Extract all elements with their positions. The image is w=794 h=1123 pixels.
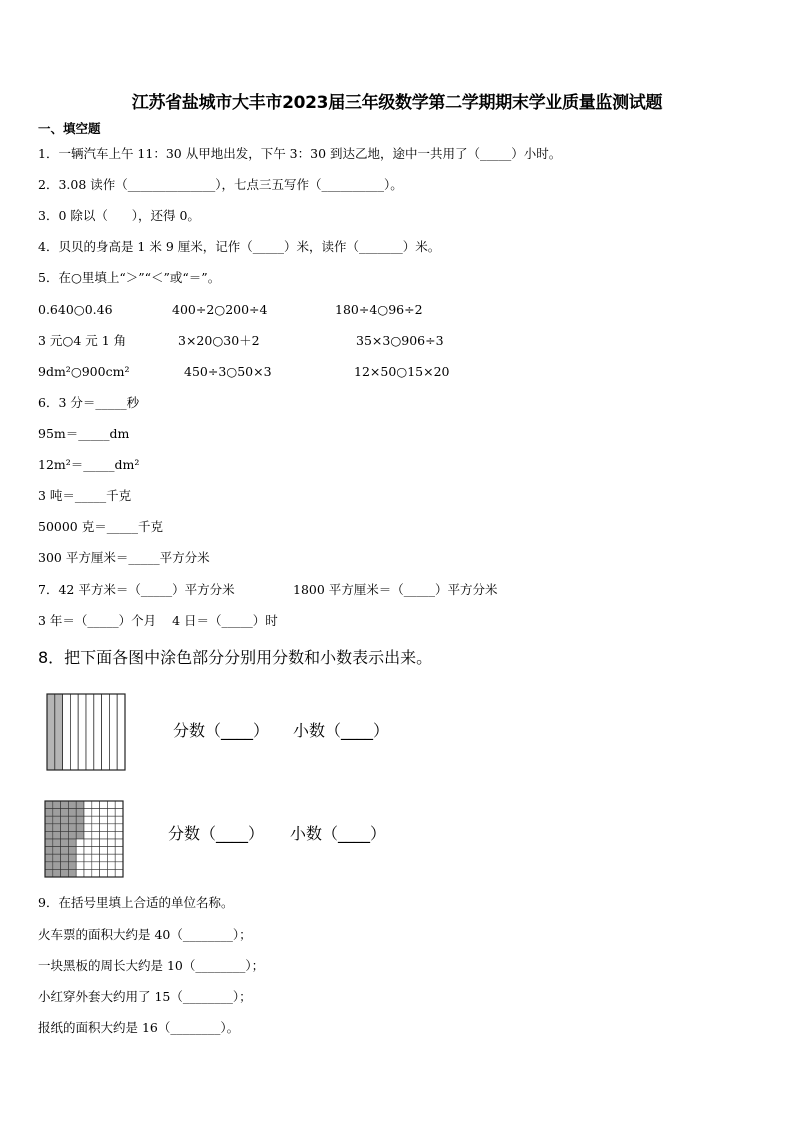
compare-item: 3 元○4 元 1 角: [38, 333, 127, 348]
question-7a: 7．42 平方米＝（_____）平方分米: [38, 582, 235, 597]
grid-cell: [115, 839, 123, 847]
grid-cell: [76, 862, 84, 870]
grid-cell: [84, 809, 92, 817]
grid-cell: [92, 854, 100, 862]
page-title: 江苏省盐城市大丰市2023届三年级数学第二学期期末学业质量监测试题: [131, 93, 663, 113]
question-5: 5．在○里填上“＞”“＜”或“＝”。: [38, 270, 221, 285]
shaded-cell: [53, 809, 61, 817]
shaded-cell: [45, 801, 53, 809]
figure-grid: [44, 800, 124, 878]
strip: [117, 694, 125, 770]
shaded-cell: [53, 847, 61, 855]
shaded-cell: [68, 816, 76, 824]
compare-item: 180÷4○96÷2: [335, 302, 423, 317]
grid-cell: [115, 854, 123, 862]
grid-cell: [107, 839, 115, 847]
shaded-cell: [76, 816, 84, 824]
shaded-cell: [68, 839, 76, 847]
section-heading: 一、填空题: [38, 121, 101, 136]
shaded-cell: [68, 847, 76, 855]
grid-cell: [84, 839, 92, 847]
shaded-cell: [45, 869, 53, 877]
shaded-cell: [61, 847, 69, 855]
strip: [109, 694, 117, 770]
grid-cell: [84, 862, 92, 870]
grid-cell: [92, 831, 100, 839]
question-7c: 3 年＝（_____）个月 4 日＝（_____）时: [38, 613, 278, 628]
compare-item: 3×20○30＋2: [178, 333, 260, 348]
question-2: 2．3.08 读作（______________），七点三五写作（__________）。: [38, 177, 403, 192]
grid-cell: [92, 839, 100, 847]
grid-cell: [107, 847, 115, 855]
grid-cell: [84, 847, 92, 855]
grid-cell: [84, 869, 92, 877]
shaded-cell: [61, 801, 69, 809]
shaded-cell: [68, 801, 76, 809]
shaded-cell: [61, 816, 69, 824]
question-9: 9．在括号里填上合适的单位名称。: [38, 895, 234, 910]
grid-cell: [115, 809, 123, 817]
strip: [102, 694, 110, 770]
grid-cell: [107, 831, 115, 839]
shaded-strip: [55, 694, 63, 770]
grid-cell: [76, 869, 84, 877]
grid-cell: [115, 847, 123, 855]
question-4: 4．贝贝的身高是 1 米 9 厘米，记作（_____）米，读作（_______）米。: [38, 239, 441, 254]
shaded-cell: [61, 824, 69, 832]
shaded-cell: [53, 831, 61, 839]
conversion-item: 3 吨＝_____千克: [38, 488, 132, 503]
shaded-cell: [53, 816, 61, 824]
shaded-cell: [53, 839, 61, 847]
shaded-cell: [45, 824, 53, 832]
figure-strips: [46, 693, 126, 771]
unit-item: 一块黑板的周长大约是 10（________）；: [38, 958, 265, 973]
grid-cell: [107, 801, 115, 809]
shaded-cell: [61, 854, 69, 862]
conversion-item: 12m²＝_____dm²: [38, 457, 140, 472]
fraction-label: 分数（____）: [173, 721, 270, 740]
shaded-cell: [76, 801, 84, 809]
shaded-cell: [68, 869, 76, 877]
grid-cell: [107, 862, 115, 870]
grid-cell: [84, 831, 92, 839]
shaded-cell: [76, 831, 84, 839]
grid-cell: [115, 862, 123, 870]
shaded-cell: [68, 824, 76, 832]
grid-cell: [92, 816, 100, 824]
grid-cell: [84, 824, 92, 832]
shaded-cell: [45, 839, 53, 847]
shaded-cell: [45, 816, 53, 824]
shaded-cell: [61, 839, 69, 847]
grid-cell: [107, 816, 115, 824]
grid-cell: [84, 816, 92, 824]
compare-item: 400÷2○200÷4: [172, 302, 268, 317]
grid-cell: [107, 824, 115, 832]
shaded-cell: [76, 809, 84, 817]
grid-cell: [107, 809, 115, 817]
strip: [63, 694, 71, 770]
shaded-cell: [53, 862, 61, 870]
shaded-cell: [53, 824, 61, 832]
shaded-cell: [61, 809, 69, 817]
grid-cell: [100, 831, 108, 839]
conversion-item: 6．3 分＝_____秒: [38, 395, 140, 410]
shaded-cell: [68, 862, 76, 870]
shaded-cell: [53, 869, 61, 877]
grid-cell: [100, 847, 108, 855]
unit-item: 报纸的面积大约是 16（________）。: [38, 1020, 240, 1035]
conversion-item: 95m＝_____dm: [38, 426, 130, 441]
question-3: 3．0 除以（ ），还得 0。: [38, 208, 200, 223]
grid-cell: [100, 816, 108, 824]
conversion-item: 300 平方厘米＝_____平方分米: [38, 550, 210, 565]
grid-cell: [100, 869, 108, 877]
shaded-cell: [45, 862, 53, 870]
grid-cell: [76, 839, 84, 847]
grid-cell: [92, 801, 100, 809]
shaded-cell: [68, 809, 76, 817]
grid-cell: [100, 862, 108, 870]
grid-cell: [115, 801, 123, 809]
question-8: 8．把下面各图中涂色部分分别用分数和小数表示出来。: [38, 648, 433, 667]
shaded-strip: [47, 694, 55, 770]
unit-item: 火车票的面积大约是 40（________）；: [38, 927, 252, 942]
conversion-item: 50000 克＝_____千克: [38, 519, 163, 534]
question-7b: 1800 平方厘米＝（_____）平方分米: [293, 582, 498, 597]
compare-item: 35×3○906÷3: [356, 333, 444, 348]
shaded-cell: [61, 831, 69, 839]
shaded-cell: [61, 869, 69, 877]
compare-item: 0.640○0.46: [38, 302, 113, 317]
grid-cell: [92, 824, 100, 832]
compare-item: 450÷3○50×3: [184, 364, 272, 379]
shaded-cell: [53, 854, 61, 862]
shaded-cell: [45, 809, 53, 817]
strip: [94, 694, 102, 770]
unit-item: 小红穿外套大约用了 15（________）；: [38, 989, 252, 1004]
grid-cell: [100, 801, 108, 809]
shaded-cell: [61, 862, 69, 870]
grid-cell: [84, 801, 92, 809]
grid-cell: [100, 824, 108, 832]
shaded-cell: [68, 854, 76, 862]
grid-cell: [100, 809, 108, 817]
strip: [70, 694, 78, 770]
grid-cell: [115, 816, 123, 824]
shaded-cell: [76, 824, 84, 832]
grid-cell: [76, 854, 84, 862]
grid-cell: [84, 854, 92, 862]
grid-cell: [92, 869, 100, 877]
grid-cell: [92, 862, 100, 870]
grid-cell: [92, 809, 100, 817]
shaded-cell: [53, 801, 61, 809]
grid-cell: [92, 847, 100, 855]
fraction-label: 分数（____）: [168, 824, 265, 843]
grid-cell: [115, 831, 123, 839]
shaded-cell: [45, 854, 53, 862]
strip: [78, 694, 86, 770]
grid-cell: [115, 869, 123, 877]
strip: [86, 694, 94, 770]
grid-cell: [76, 847, 84, 855]
grid-cell: [100, 839, 108, 847]
grid-cell: [115, 824, 123, 832]
question-1: 1．一辆汽车上午 11：30 从甲地出发，下午 3：30 到达乙地，途中一共用了（_____）小时。: [38, 146, 562, 161]
shaded-cell: [45, 831, 53, 839]
compare-item: 12×50○15×20: [354, 364, 450, 379]
shaded-cell: [45, 847, 53, 855]
grid-cell: [100, 854, 108, 862]
shaded-cell: [68, 831, 76, 839]
grid-cell: [107, 854, 115, 862]
decimal-label: 小数（____）: [290, 824, 387, 843]
decimal-label: 小数（____）: [293, 721, 390, 740]
grid-cell: [107, 869, 115, 877]
compare-item: 9dm²○900cm²: [38, 364, 130, 379]
